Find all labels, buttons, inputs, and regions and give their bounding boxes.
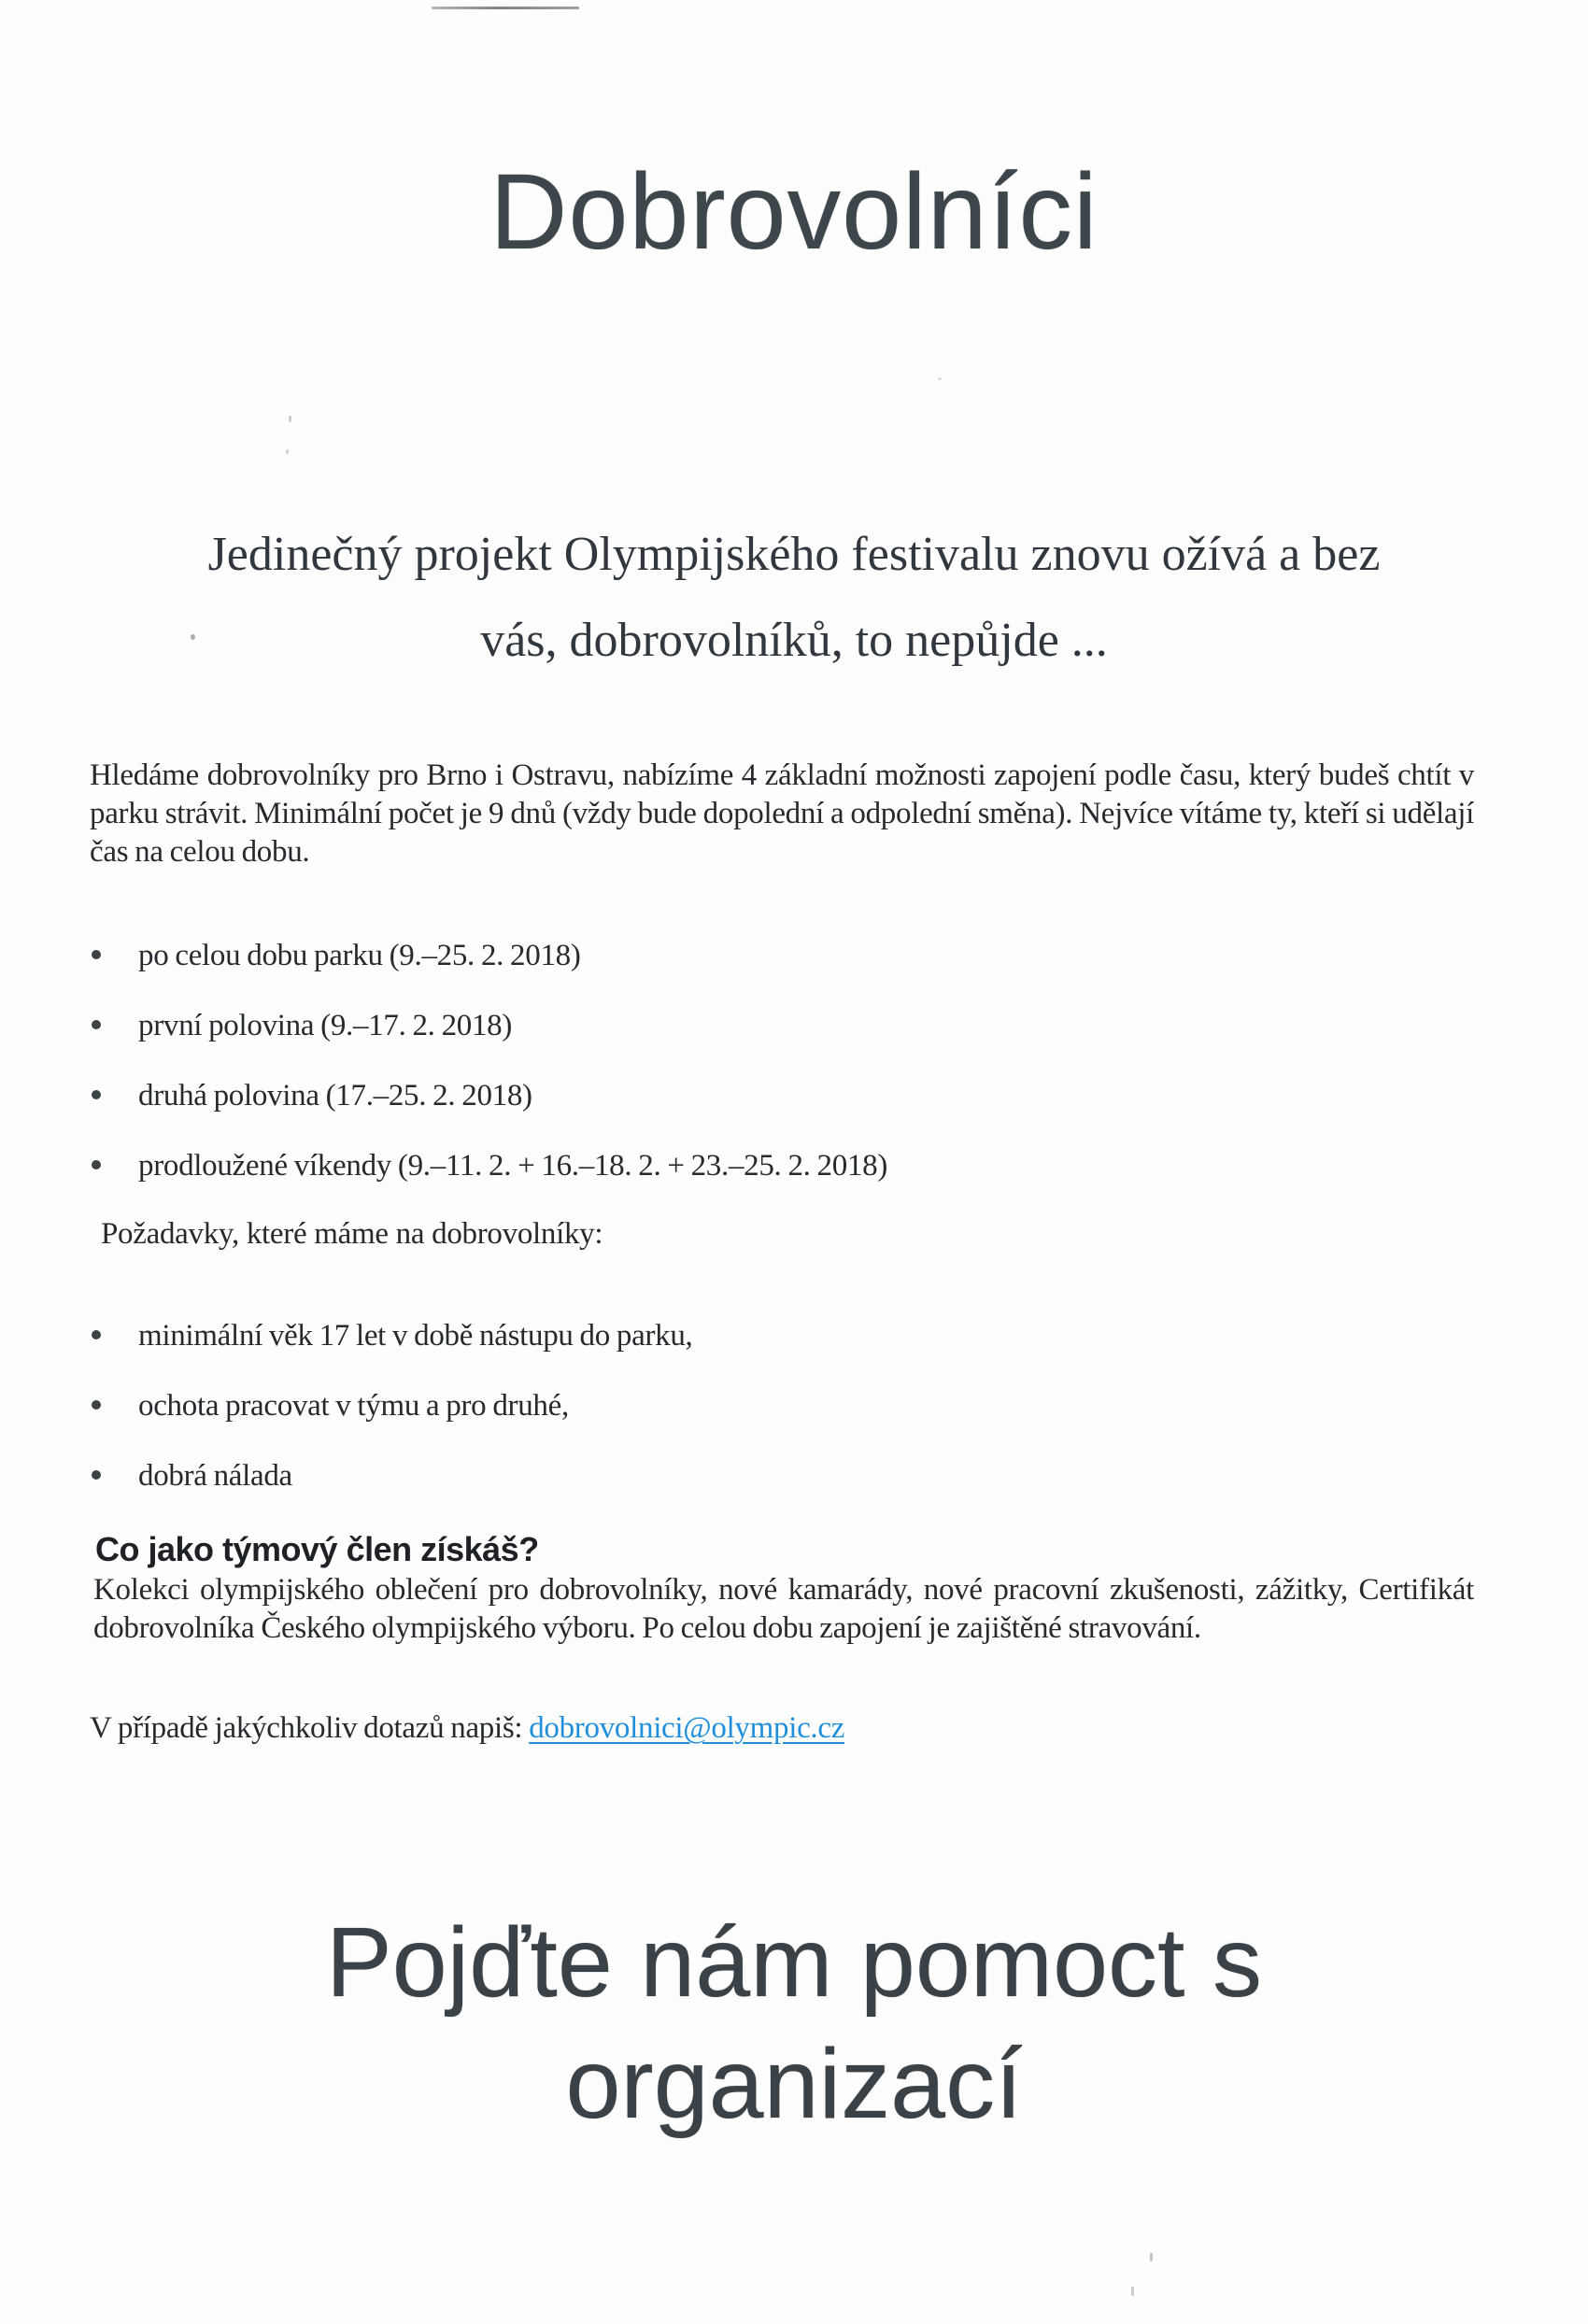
contact-label: V případě jakýchkoliv dotazů napiš: (90, 1711, 523, 1745)
option-text: první polovina (9.–17. 2. 2018) (138, 1009, 513, 1042)
closing-heading (0, 1902, 1588, 2145)
scan-artifact-line (432, 7, 579, 9)
list-item (92, 1457, 1455, 1495)
email-link[interactable]: dobrovolnici@olympic.cz (529, 1711, 845, 1745)
requirement-text: dobrá nálada (138, 1459, 292, 1493)
benefits-heading: Co jako týmový člen získáš? (95, 1530, 539, 1568)
option-text: prodloužené víkendy (9.–11. 2. + 16.–18. 2. + 23.–25. 2. 2018) (138, 1149, 888, 1183)
closing-line-1: Pojďte nám pomoct s (326, 1907, 1262, 2018)
requirements-list (92, 1317, 1455, 1527)
list-item (92, 1007, 1455, 1045)
scan-speck (1131, 2287, 1134, 2296)
scan-speck (286, 449, 289, 454)
participation-options-list (92, 937, 1455, 1217)
scan-speck (1150, 2253, 1153, 2261)
bullet-icon (92, 1330, 101, 1339)
bullet-icon (92, 950, 101, 959)
bullet-icon (92, 1090, 101, 1099)
option-text: po celou dobu parku (9.–25. 2. 2018) (138, 939, 581, 972)
scan-speck (289, 416, 291, 422)
subtitle-line-1: Jedinečný projekt Olympijského festivalu znovu ožívá a bez (207, 528, 1381, 581)
bullet-icon (92, 1160, 101, 1169)
bullet-icon (92, 1400, 101, 1410)
list-item (92, 1387, 1455, 1425)
bullet-icon (92, 1020, 101, 1029)
requirement-text: ochota pracovat v týmu a pro druhé, (138, 1389, 569, 1423)
document-title: Dobrovolníci (489, 152, 1099, 272)
benefits-paragraph: Kolekci olympijského oblečení pro dobrovolníky, nové kamarády, nové pracovní zkušenosti, zážitky, Certifikát dobrovolníka Českého olympijského výboru. Po celou dobu zapojení je zajištěné stravování. (93, 1573, 1474, 1645)
list-item (92, 1077, 1455, 1115)
bullet-icon (92, 1470, 101, 1480)
requirement-text: minimální věk 17 let v době nástupu do parku, (138, 1319, 693, 1353)
list-item (92, 1147, 1455, 1185)
contact-line (90, 1709, 1472, 1748)
scan-speck (938, 377, 942, 380)
option-text: druhá polovina (17.–25. 2. 2018) (138, 1079, 532, 1112)
subtitle-line-2: vás, dobrovolníků, to nepůjde ... (480, 614, 1108, 667)
list-item (92, 1317, 1455, 1355)
list-item (92, 937, 1455, 975)
document-subtitle (0, 512, 1588, 684)
intro-paragraph: Hledáme dobrovolníky pro Brno i Ostravu, nabízíme 4 základní možnosti zapojení podle času, který budeš chtít v parku strávit. Minimální počet je 9 dnů (vždy bude dopolední a odpolední směna). Nejvíce vítáme ty, kteří si udělají čas na celou dobu. (90, 758, 1474, 869)
requirements-heading: Požadavky, které máme na dobrovolníky: (101, 1217, 603, 1251)
closing-line-2: organizací (565, 2029, 1023, 2139)
